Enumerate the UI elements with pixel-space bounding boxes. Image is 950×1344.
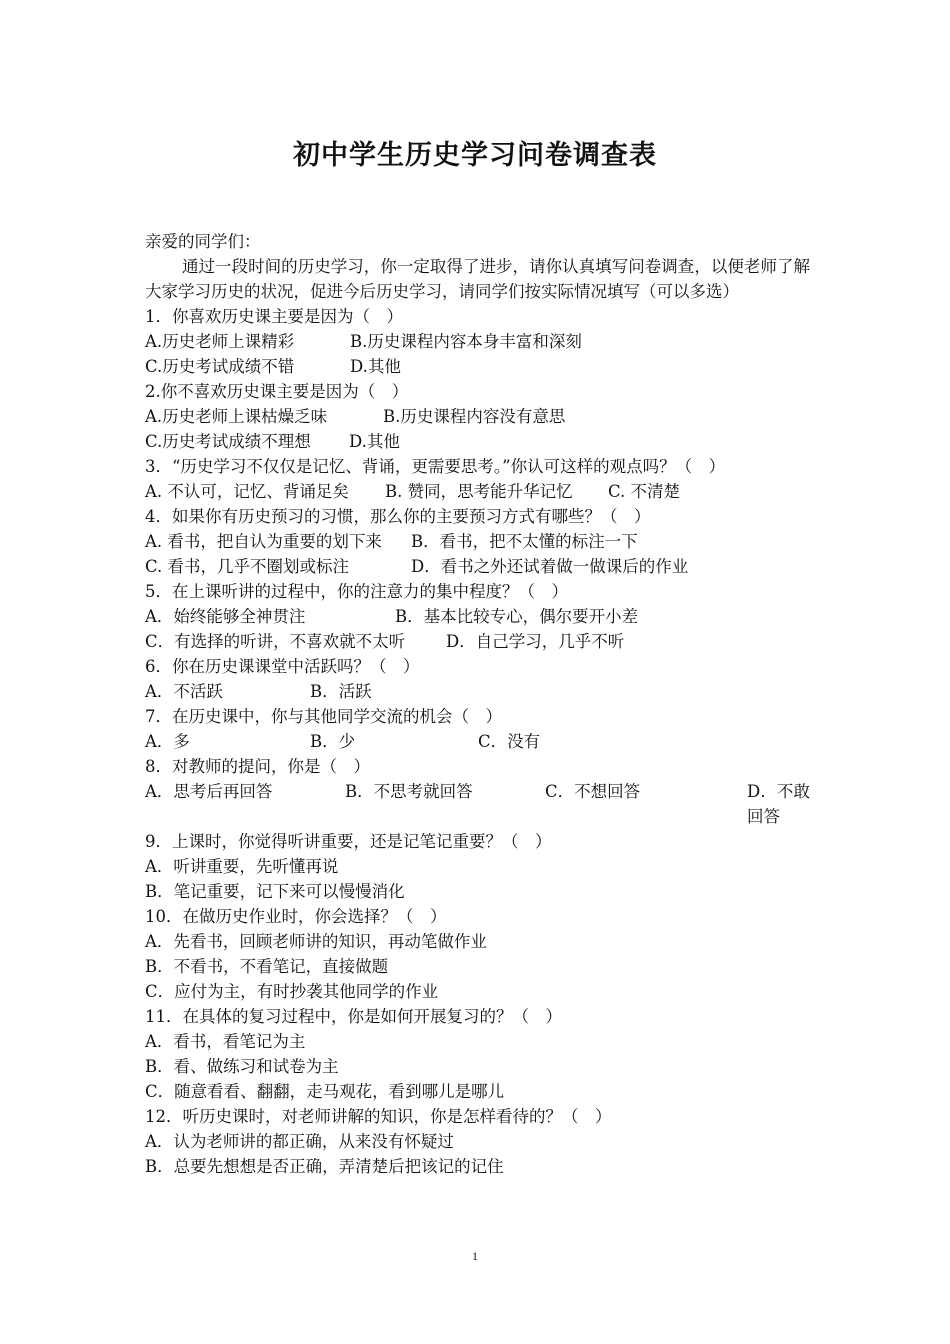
option-row	[145, 729, 810, 754]
option-row	[145, 529, 810, 554]
intro-paragraph: 通过一段时间的历史学习，你一定取得了进步，请你认真填写问卷调查，以便老师了解大家学习历史的状况，促进今后历史学习，请同学们按实际情况填写（可以多选）	[145, 257, 810, 301]
option-row	[145, 554, 810, 579]
question-6: 6．你在历史课课堂中活跃吗？（ ）	[145, 657, 420, 676]
option-8c: C．不想回答	[545, 782, 641, 801]
option-5b: B．基本比较专心，偶尔要开小差	[395, 607, 639, 626]
option-2b: B.历史课程内容没有意思	[383, 407, 566, 426]
option-row	[145, 354, 810, 379]
question-3: 3．“历史学习不仅仅是记忆、背诵，更需要思考。”你认可这样的观点吗？（ ）	[145, 457, 726, 476]
option-2d: D.其他	[349, 432, 400, 451]
question-11: 11．在具体的复习过程中，你是如何开展复习的？（ ）	[145, 1007, 562, 1026]
option-2c: C.历史考试成绩不理想	[145, 432, 311, 451]
question-8: 8．对教师的提问，你是（ ）	[145, 757, 370, 776]
option-11c: C．随意看看、翻翻，走马观花，看到哪儿是哪儿	[145, 1082, 505, 1101]
option-9b: B．笔记重要，记下来可以慢慢消化	[145, 882, 405, 901]
option-5c: C．有选择的听讲，不喜欢就不太听	[145, 632, 406, 651]
survey-body	[145, 229, 810, 1179]
option-4c: C. 看书，几乎不圈划或标注	[145, 557, 350, 576]
page-number: 1	[472, 1249, 478, 1263]
question-1: 1．你喜欢历史课主要是因为（ ）	[145, 307, 403, 326]
option-8d-spacer	[145, 804, 810, 829]
option-row	[145, 329, 810, 354]
option-7c: C．没有	[478, 732, 541, 751]
option-3c: C. 不清楚	[608, 482, 681, 501]
option-8a: A．思考后再回答	[145, 782, 273, 801]
question-12: 12．听历史课时，对老师讲解的知识，你是怎样看待的？（ ）	[145, 1107, 612, 1126]
option-11b: B．看、做练习和试卷为主	[145, 1057, 339, 1076]
option-10c: C．应付为主，有时抄袭其他同学的作业	[145, 982, 439, 1001]
option-7b: B．少	[310, 732, 356, 751]
question-7: 7．在历史课中，你与其他同学交流的机会（ ）	[145, 707, 502, 726]
option-12b: B．总要先想想是否正确，弄清楚后把该记的记住	[145, 1157, 504, 1176]
option-8b: B．不思考就回答	[345, 782, 473, 801]
question-4: 4．如果你有历史预习的习惯，那么你的主要预习方式有哪些？（ ）	[145, 507, 651, 526]
option-row	[145, 429, 810, 454]
option-11a: A．看书，看笔记为主	[145, 1032, 306, 1051]
option-row	[145, 779, 810, 804]
option-row	[145, 679, 810, 704]
option-row	[145, 404, 810, 429]
option-5a: A．始终能够全神贯注	[145, 607, 306, 626]
option-4d: D．看书之外还试着做一做课后的作业	[411, 557, 689, 576]
question-9: 9．上课时，你觉得听讲重要，还是记笔记重要？（ ）	[145, 832, 552, 851]
option-1c: C.历史考试成绩不错	[145, 357, 295, 376]
question-2: 2.你不喜欢历史课主要是因为（ ）	[145, 382, 409, 401]
option-2a: A.历史老师上课枯燥乏味	[145, 407, 328, 426]
option-3a: A. 不认可，记忆、背诵足矣	[145, 482, 349, 501]
option-10b: B．不看书，不看笔记，直接做题	[145, 957, 389, 976]
option-row	[145, 629, 810, 654]
option-10a: A．先看书，回顾老师讲的知识，再动笔做作业	[145, 932, 487, 951]
option-4a: A. 看书，把自认为重要的划下来	[145, 532, 382, 551]
question-10: 10．在做历史作业时，你会选择？（ ）	[145, 907, 447, 926]
option-row	[145, 604, 810, 629]
option-6a: A．不活跃	[145, 682, 223, 701]
option-9a: A．听讲重要，先听懂再说	[145, 857, 339, 876]
question-5: 5．在上课听讲的过程中，你的注意力的集中程度？（ ）	[145, 582, 568, 601]
option-4b: B．看书，把不太懂的标注一下	[411, 532, 638, 551]
greeting: 亲爱的同学们：	[145, 232, 261, 251]
option-12a: A．认为老师讲的都正确，从来没有怀疑过	[145, 1132, 454, 1151]
option-3b: B. 赞同，思考能升华记忆	[385, 482, 573, 501]
option-7a: A．多	[145, 732, 190, 751]
option-6b: B．活跃	[310, 682, 372, 701]
option-1b: B.历史课程内容本身丰富和深刻	[350, 332, 582, 351]
page-title: 初中学生历史学习问卷调查表	[293, 140, 657, 171]
option-1d: D.其他	[350, 357, 401, 376]
option-1a: A.历史老师上课精彩	[145, 332, 295, 351]
option-8d-text: D．不敢回答	[747, 782, 810, 826]
option-row	[145, 479, 810, 504]
option-5d: D．自己学习，几乎不听	[446, 632, 625, 651]
